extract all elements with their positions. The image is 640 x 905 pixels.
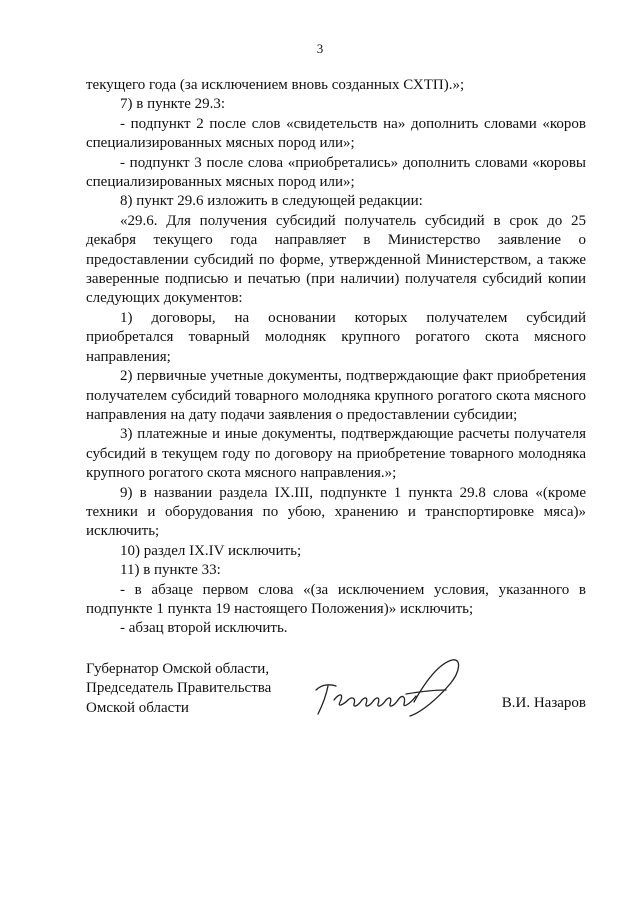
document-body	[86, 76, 586, 639]
paragraph: 11) в пункте 33:	[120, 562, 221, 579]
page-number: 3	[316, 41, 324, 56]
handwritten-signature	[306, 654, 466, 724]
paragraph: 7) в пункте 29.3:	[120, 96, 226, 113]
paragraph: - абзац второй исключить.	[120, 620, 288, 637]
paragraph: - в абзаце первом слова «(за исключением условия, указанного в подпункте 1 пункта 19 настоящего Положения)» исключить;	[86, 581, 586, 617]
paragraph: - подпункт 3 после слова «приобретались» дополнить словами «коровы специализированных мясных пород или»;	[86, 154, 586, 191]
paragraph: 8) пункт 29.6 изложить в следующей редакции:	[120, 193, 423, 210]
paragraph: 9) в названии раздела IX.III, подпункте 1 пункта 29.8 слова «(кроме техники и оборудования по убою, хранению и транспортировке мяса)» исключить;	[86, 484, 586, 540]
signature-block	[86, 660, 586, 740]
paragraph: - подпункт 2 после слов «свидетельств на» дополнить словами «коров специализированных мясных пород или»;	[86, 115, 586, 152]
signer-title-line: Председатель Правительства	[86, 680, 272, 697]
signer-title	[86, 660, 271, 718]
paragraph: 10) раздел IX.IV исключить;	[120, 542, 302, 559]
signer-title-line: Омской области	[86, 699, 189, 716]
paragraph: текущего года (за исключением вновь созданных СХТП).»;	[86, 77, 465, 93]
paragraph: «29.6. Для получения субсидий получатель субсидий в срок до 25 декабря текущего года направляет в Министерство заявление о предоставлении субсидий по форме, утвержденной Министерством, а также заверенные подписью и печатью (при наличии) получателя субсидий копии следующих документов:	[86, 212, 586, 307]
signer-name: В.И. Назаров	[501, 695, 586, 711]
paragraph: 2) первичные учетные документы, подтверждающие факт приобретения получателем субсидий товарного молодняка крупного рогатого скота мясного направления на дату подачи заявления о предоставлении субсидии;	[86, 368, 586, 423]
signer-title-line: Губернатор Омской области,	[86, 661, 270, 677]
paragraph: 3) платежные и иные документы, подтверждающие расчеты получателя субсидий в текущем году по договору на приобретение товарного молодняка крупного рогатого скота мясного направления.»;	[86, 426, 586, 482]
paragraph: 1) договоры, на основании которых получателем субсидий приобретался товарный молодняк крупного рогатого скота мясного направления;	[86, 309, 586, 365]
